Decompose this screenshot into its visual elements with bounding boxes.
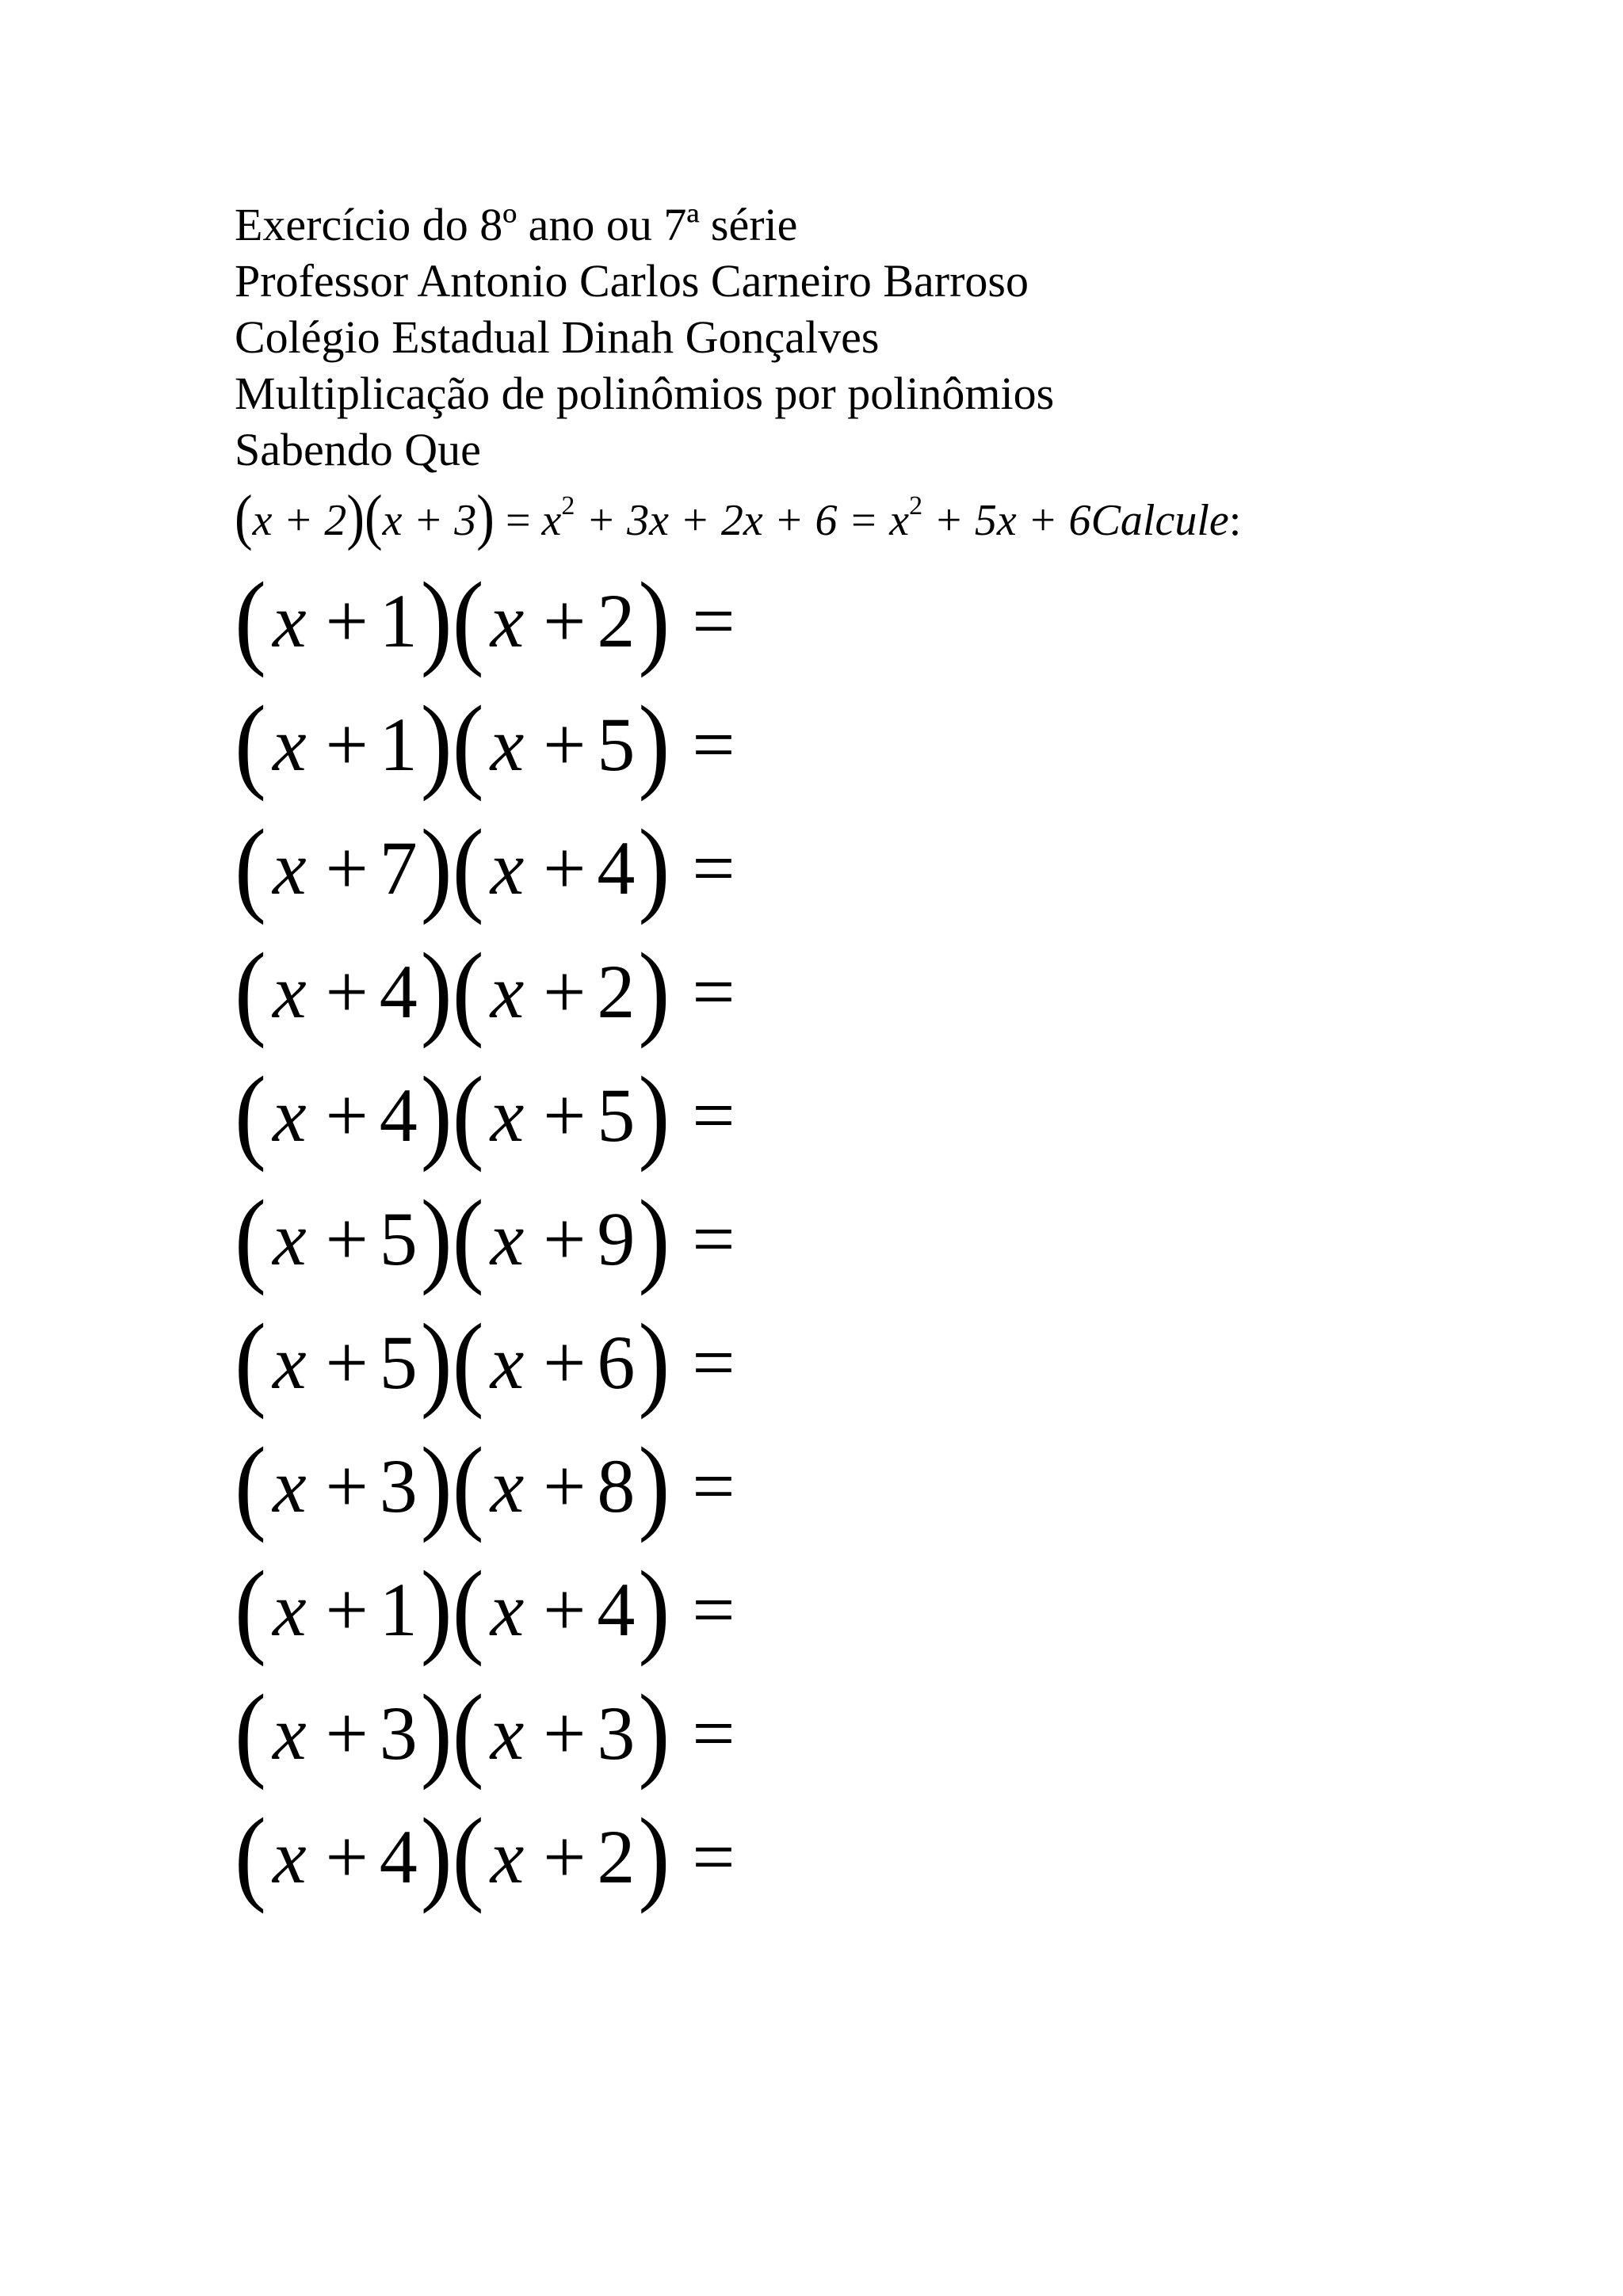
exercise-open-paren-a: ( bbox=[235, 683, 266, 802]
exercise-expression bbox=[235, 1548, 735, 1667]
example-factor-b: x + 3 bbox=[382, 496, 477, 545]
exercise-expression bbox=[235, 930, 735, 1049]
exercise-var-b: x bbox=[490, 578, 525, 663]
exercise-plus-a: + bbox=[325, 1691, 369, 1775]
exercise-constant-a: 7 bbox=[379, 826, 418, 910]
exercise-plus-a: + bbox=[325, 826, 369, 910]
exercise-open-paren-a: ( bbox=[235, 1548, 266, 1667]
exercise-equals: = bbox=[692, 949, 735, 1034]
exercise-item bbox=[235, 559, 1186, 688]
exercise-close-paren-b: ) bbox=[638, 1795, 670, 1914]
exercise-expression bbox=[235, 559, 735, 678]
exercise-close-paren-b: ) bbox=[638, 1301, 670, 1420]
exercise-var-b: x bbox=[490, 826, 525, 910]
exercise-open-paren-b: ( bbox=[452, 1177, 484, 1296]
exercise-equals: = bbox=[692, 1073, 735, 1158]
exercise-expression bbox=[235, 1054, 735, 1173]
exercise-open-paren-b: ( bbox=[452, 1672, 484, 1791]
example-factor-a: x + 2 bbox=[252, 496, 347, 545]
exercise-close-paren-b: ) bbox=[638, 1177, 670, 1296]
exercise-constant-a: 1 bbox=[379, 1567, 418, 1652]
exercise-open-paren-a: ( bbox=[235, 1054, 266, 1173]
exercise-item bbox=[235, 1301, 1186, 1429]
exercise-expression bbox=[235, 683, 735, 802]
exercise-var-a: x bbox=[272, 949, 307, 1034]
exercise-plus-a: + bbox=[325, 1814, 369, 1899]
exercise-var-b: x bbox=[490, 1691, 525, 1775]
exercise-constant-a: 1 bbox=[379, 702, 418, 787]
exercise-var-a: x bbox=[272, 826, 307, 910]
exercise-plus-a: + bbox=[325, 1444, 369, 1528]
example-open-paren-b: ( bbox=[364, 482, 383, 551]
exercise-var-b: x bbox=[490, 1814, 525, 1899]
exercise-close-paren-b: ) bbox=[638, 683, 670, 802]
exercise-close-paren-b: ) bbox=[638, 1548, 670, 1667]
exercise-open-paren-b: ( bbox=[452, 1054, 484, 1173]
exercise-plus-b: + bbox=[543, 1320, 586, 1405]
exercise-plus-b: + bbox=[543, 1073, 586, 1158]
exercise-plus-a: + bbox=[325, 1567, 369, 1652]
example-step2-exponent: 2 bbox=[909, 491, 923, 521]
exercise-open-paren-b: ( bbox=[452, 683, 484, 802]
exercise-var-a: x bbox=[272, 1444, 307, 1528]
exercise-close-paren-a: ) bbox=[420, 1548, 453, 1667]
exercise-var-a: x bbox=[272, 1320, 307, 1405]
exercise-item bbox=[235, 1177, 1186, 1306]
exercise-close-paren-b: ) bbox=[638, 1672, 670, 1791]
example-colon: : bbox=[1228, 496, 1242, 545]
exercise-constant-a: 4 bbox=[379, 1073, 418, 1158]
exercise-open-paren-b: ( bbox=[452, 1795, 484, 1914]
exercise-close-paren-a: ) bbox=[420, 807, 453, 925]
document-header bbox=[235, 196, 1423, 478]
exercise-open-paren-a: ( bbox=[235, 807, 266, 925]
example-close-paren-a: ) bbox=[346, 482, 365, 551]
exercise-plus-b: + bbox=[543, 949, 586, 1034]
exercise-var-a: x bbox=[272, 1691, 307, 1775]
exercise-constant-a: 4 bbox=[379, 1814, 418, 1899]
exercise-constant-a: 5 bbox=[379, 1320, 418, 1405]
exercise-var-b: x bbox=[490, 1196, 525, 1281]
example-equals: = bbox=[505, 496, 531, 545]
exercise-constant-b: 9 bbox=[597, 1196, 636, 1281]
exercise-constant-a: 4 bbox=[379, 949, 418, 1034]
exercise-list bbox=[235, 559, 1186, 1924]
exercise-plus-b: + bbox=[543, 702, 586, 787]
exercise-var-b: x bbox=[490, 949, 525, 1034]
exercise-equals: = bbox=[692, 826, 735, 910]
exercise-plus-b: + bbox=[543, 1567, 586, 1652]
exercise-item bbox=[235, 1672, 1186, 1800]
example-calcule: Calcule bbox=[1090, 496, 1229, 545]
exercise-equals: = bbox=[692, 1814, 735, 1899]
header-line-topic: Multiplicação de polinômios por polinômios bbox=[235, 368, 1055, 419]
exercise-plus-b: + bbox=[543, 578, 586, 663]
exercise-open-paren-b: ( bbox=[452, 807, 484, 925]
exercise-constant-a: 1 bbox=[379, 578, 418, 663]
exercise-constant-a: 3 bbox=[379, 1691, 418, 1775]
header-line-school: Colégio Estadual Dinah Gonçalves bbox=[235, 311, 880, 363]
exercise-plus-a: + bbox=[325, 1196, 369, 1281]
exercise-item bbox=[235, 1054, 1186, 1182]
exercise-plus-a: + bbox=[325, 1320, 369, 1405]
exercise-var-a: x bbox=[272, 1073, 307, 1158]
exercise-var-b: x bbox=[490, 1444, 525, 1528]
exercise-constant-b: 2 bbox=[597, 1814, 636, 1899]
exercise-close-paren-a: ) bbox=[420, 683, 453, 802]
exercise-plus-a: + bbox=[325, 1073, 369, 1158]
exercise-constant-b: 4 bbox=[597, 826, 636, 910]
exercise-open-paren-a: ( bbox=[235, 1177, 266, 1296]
exercise-equals: = bbox=[692, 1691, 735, 1775]
exercise-open-paren-a: ( bbox=[235, 1795, 266, 1914]
exercise-equals: = bbox=[692, 578, 735, 663]
example-step2-rest: + 5x + 6 bbox=[934, 496, 1091, 545]
exercise-open-paren-b: ( bbox=[452, 930, 484, 1049]
example-step1-x: x bbox=[541, 496, 562, 545]
exercise-open-paren-a: ( bbox=[235, 1425, 266, 1543]
exercise-close-paren-a: ) bbox=[420, 930, 453, 1049]
exercise-constant-b: 6 bbox=[597, 1320, 636, 1405]
exercise-constant-a: 3 bbox=[379, 1444, 418, 1528]
exercise-open-paren-a: ( bbox=[235, 1301, 266, 1420]
exercise-equals: = bbox=[692, 1567, 735, 1652]
exercise-close-paren-a: ) bbox=[420, 1177, 453, 1296]
exercise-item bbox=[235, 683, 1186, 811]
exercise-item bbox=[235, 1425, 1186, 1553]
exercise-constant-b: 2 bbox=[597, 949, 636, 1034]
exercise-open-paren-b: ( bbox=[452, 1301, 484, 1420]
exercise-var-a: x bbox=[272, 1814, 307, 1899]
exercise-open-paren-b: ( bbox=[452, 1425, 484, 1543]
exercise-close-paren-a: ) bbox=[420, 1795, 453, 1914]
exercise-close-paren-b: ) bbox=[638, 807, 670, 925]
exercise-plus-a: + bbox=[325, 949, 369, 1034]
example-step1-rest: + 3x + 2x + 6 = bbox=[586, 496, 879, 545]
exercise-close-paren-b: ) bbox=[638, 1054, 670, 1173]
exercise-close-paren-a: ) bbox=[420, 1301, 453, 1420]
exercise-expression bbox=[235, 807, 735, 925]
exercise-plus-b: + bbox=[543, 826, 586, 910]
exercise-open-paren-a: ( bbox=[235, 559, 266, 678]
exercise-equals: = bbox=[692, 1444, 735, 1528]
exercise-open-paren-b: ( bbox=[452, 559, 484, 678]
example-step1-exponent: 2 bbox=[561, 491, 575, 521]
exercise-item bbox=[235, 1548, 1186, 1676]
exercise-open-paren-a: ( bbox=[235, 930, 266, 1049]
exercise-expression bbox=[235, 1425, 735, 1543]
exercise-open-paren-a: ( bbox=[235, 1672, 266, 1791]
exercise-var-a: x bbox=[272, 1196, 307, 1281]
exercise-constant-b: 4 bbox=[597, 1567, 636, 1652]
exercise-plus-b: + bbox=[543, 1691, 586, 1775]
exercise-close-paren-b: ) bbox=[638, 930, 670, 1049]
exercise-constant-b: 5 bbox=[597, 1073, 636, 1158]
exercise-close-paren-a: ) bbox=[420, 1054, 453, 1173]
exercise-close-paren-b: ) bbox=[638, 1425, 670, 1543]
exercise-item bbox=[235, 1795, 1186, 1924]
exercise-expression bbox=[235, 1177, 735, 1296]
exercise-close-paren-a: ) bbox=[420, 1425, 453, 1543]
exercise-equals: = bbox=[692, 1320, 735, 1405]
exercise-var-a: x bbox=[272, 702, 307, 787]
exercise-var-a: x bbox=[272, 578, 307, 663]
header-line-teacher: Professor Antonio Carlos Carneiro Barroso bbox=[235, 255, 1029, 307]
exercise-var-b: x bbox=[490, 1073, 525, 1158]
header-line-intro: Sabendo Que bbox=[235, 424, 481, 475]
exercise-close-paren-a: ) bbox=[420, 559, 453, 678]
exercise-plus-b: + bbox=[543, 1196, 586, 1281]
exercise-close-paren-b: ) bbox=[638, 559, 670, 678]
exercise-constant-a: 5 bbox=[379, 1196, 418, 1281]
exercise-constant-b: 2 bbox=[597, 578, 636, 663]
exercise-plus-a: + bbox=[325, 578, 369, 663]
exercise-item bbox=[235, 807, 1186, 935]
example-close-paren-b: ) bbox=[476, 482, 495, 551]
example-step2-x: x bbox=[889, 496, 910, 545]
exercise-constant-b: 5 bbox=[597, 702, 636, 787]
exercise-close-paren-a: ) bbox=[420, 1672, 453, 1791]
exercise-constant-b: 8 bbox=[597, 1444, 636, 1528]
exercise-open-paren-b: ( bbox=[452, 1548, 484, 1667]
header-line-title: Exercício do 8º ano ou 7ª série bbox=[235, 199, 798, 250]
exercise-expression bbox=[235, 1795, 735, 1914]
example-open-paren-a: ( bbox=[235, 482, 253, 551]
exercise-var-a: x bbox=[272, 1567, 307, 1652]
exercise-item bbox=[235, 930, 1186, 1058]
exercise-equals: = bbox=[692, 702, 735, 787]
exercise-constant-b: 3 bbox=[597, 1691, 636, 1775]
worked-example bbox=[235, 482, 1242, 552]
exercise-expression bbox=[235, 1301, 735, 1420]
exercise-plus-a: + bbox=[325, 702, 369, 787]
exercise-var-b: x bbox=[490, 1567, 525, 1652]
exercise-var-b: x bbox=[490, 1320, 525, 1405]
exercise-var-b: x bbox=[490, 702, 525, 787]
exercise-plus-b: + bbox=[543, 1444, 586, 1528]
exercise-expression bbox=[235, 1672, 735, 1791]
exercise-plus-b: + bbox=[543, 1814, 586, 1899]
exercise-equals: = bbox=[692, 1196, 735, 1281]
